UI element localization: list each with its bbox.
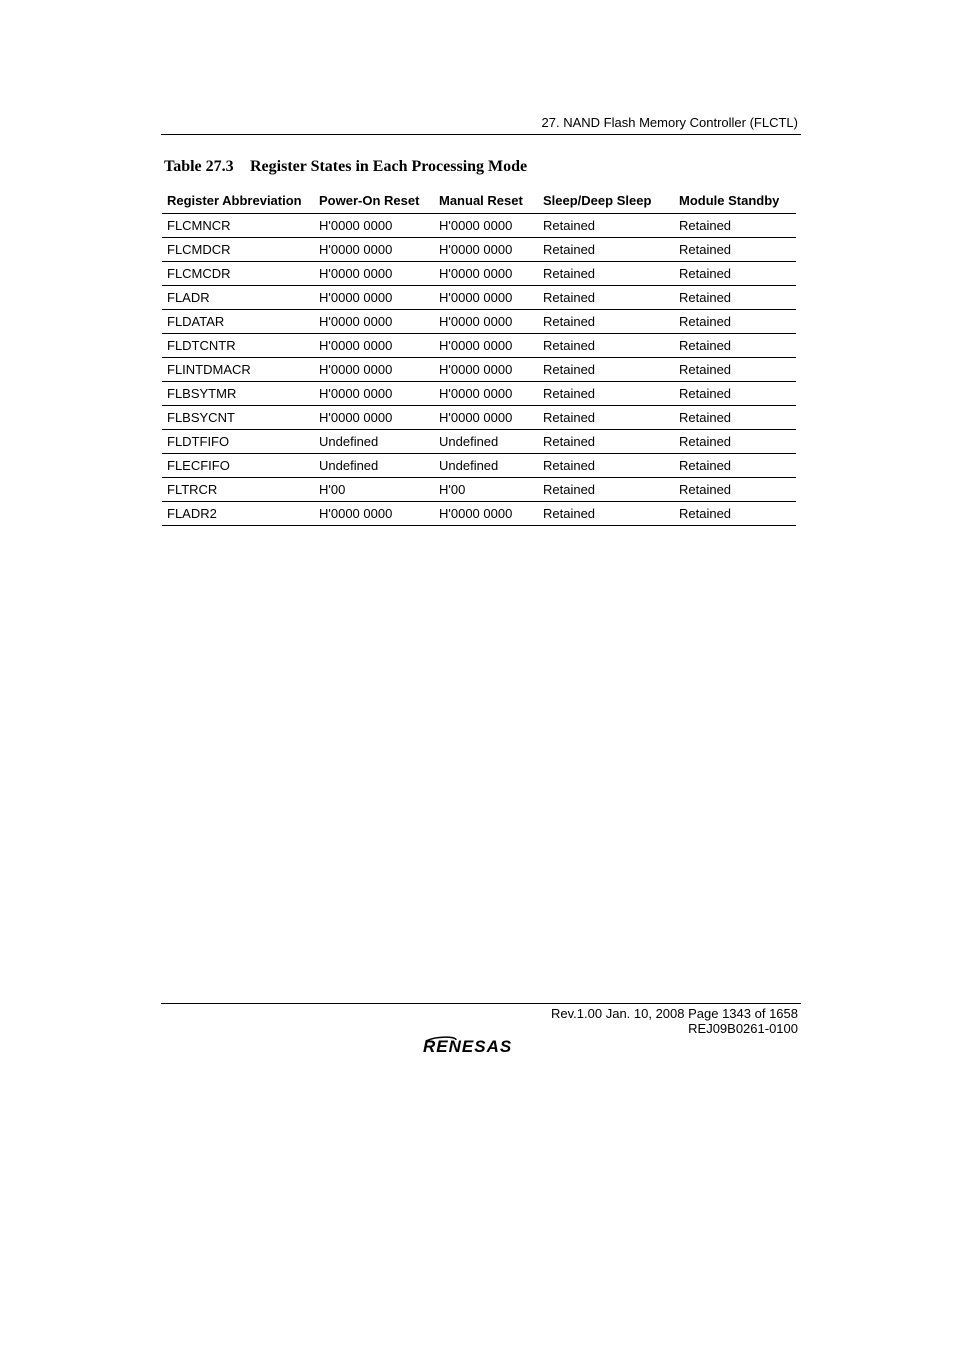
table-number: Table 27.3 [164,158,234,175]
table-cell: Retained [538,502,674,526]
register-states-table [162,188,796,526]
table-cell: H'0000 0000 [314,406,434,430]
document-number: REJ09B0261-0100 [688,1021,798,1036]
table-cell: Retained [674,430,796,454]
table-cell: FLECFIFO [162,454,314,478]
table-cell: Retained [674,502,796,526]
table-row [162,454,796,478]
table-cell: Retained [538,214,674,238]
table-cell: H'0000 0000 [314,238,434,262]
table-caption [164,158,527,176]
table-cell: Retained [674,214,796,238]
table-cell: FLADR [162,286,314,310]
table-cell: Retained [538,454,674,478]
table-cell: H'0000 0000 [314,214,434,238]
logo-wordmark: RENESAS [423,1037,513,1056]
table-row [162,334,796,358]
table-cell: Undefined [314,430,434,454]
column-header: Register Abbreviation [162,188,314,214]
table-cell: Retained [538,382,674,406]
table-cell: Retained [674,238,796,262]
table-cell: H'0000 0000 [314,334,434,358]
table-cell: H'0000 0000 [314,358,434,382]
table-cell: H'0000 0000 [314,382,434,406]
table-cell: FLCMCDR [162,262,314,286]
table-cell: FLCMDCR [162,238,314,262]
table-cell: H'00 [434,478,538,502]
table-cell: H'0000 0000 [314,502,434,526]
table-row [162,238,796,262]
table-cell: Retained [674,382,796,406]
table-cell: H'0000 0000 [434,238,538,262]
table-cell: H'0000 0000 [434,262,538,286]
table-row [162,382,796,406]
table-row [162,214,796,238]
header-divider [161,134,801,135]
table-row [162,358,796,382]
table-cell: H'0000 0000 [434,358,538,382]
table-cell: H'0000 0000 [434,310,538,334]
table-cell: FLBSYTMR [162,382,314,406]
table-cell: H'0000 0000 [314,286,434,310]
table-title: Register States in Each Processing Mode [250,158,528,175]
column-header: Module Standby [674,188,796,214]
table-cell: Undefined [434,430,538,454]
table-cell: H'0000 0000 [434,502,538,526]
table-row [162,478,796,502]
table-cell: H'0000 0000 [314,262,434,286]
table-row [162,262,796,286]
running-header: 27. NAND Flash Memory Controller (FLCTL) [541,115,798,130]
table-row [162,502,796,526]
table-header-row [162,188,796,214]
table-row [162,430,796,454]
table-cell: Undefined [314,454,434,478]
table-cell: Retained [538,238,674,262]
table-cell: Retained [538,286,674,310]
table-cell: FLBSYCNT [162,406,314,430]
table-cell: FLADR2 [162,502,314,526]
renesas-logo [422,1035,542,1062]
table-cell: Retained [538,262,674,286]
table-cell: Retained [674,334,796,358]
revision-info: Rev.1.00 Jan. 10, 2008 Page 1343 of 1658 [551,1006,798,1021]
table-cell: H'0000 0000 [434,406,538,430]
table-cell: FLTRCR [162,478,314,502]
table-cell: Undefined [434,454,538,478]
table-cell: H'0000 0000 [434,334,538,358]
footer-divider [161,1003,801,1004]
table-cell: Retained [674,262,796,286]
table-cell: H'0000 0000 [434,214,538,238]
table-cell: H'0000 0000 [434,286,538,310]
table-cell: Retained [674,454,796,478]
table-cell: Retained [538,430,674,454]
table-cell: Retained [674,406,796,430]
table-body [162,214,796,526]
table-cell: Retained [538,334,674,358]
table-cell: H'00 [314,478,434,502]
table-cell: FLCMNCR [162,214,314,238]
table-cell: FLDTFIFO [162,430,314,454]
table-cell: FLDATAR [162,310,314,334]
table-row [162,286,796,310]
table-cell: FLDTCNTR [162,334,314,358]
column-header: Power-On Reset [314,188,434,214]
table-cell: H'0000 0000 [434,382,538,406]
table-cell: Retained [538,406,674,430]
table-cell: Retained [674,310,796,334]
table-cell: Retained [538,310,674,334]
column-header: Manual Reset [434,188,538,214]
table-cell: Retained [538,478,674,502]
column-header: Sleep/Deep Sleep [538,188,674,214]
table-cell: H'0000 0000 [314,310,434,334]
table-cell: Retained [674,358,796,382]
table-row [162,406,796,430]
table-row [162,310,796,334]
table-cell: Retained [674,478,796,502]
table-cell: FLINTDMACR [162,358,314,382]
table-cell: Retained [674,286,796,310]
table-cell: Retained [538,358,674,382]
